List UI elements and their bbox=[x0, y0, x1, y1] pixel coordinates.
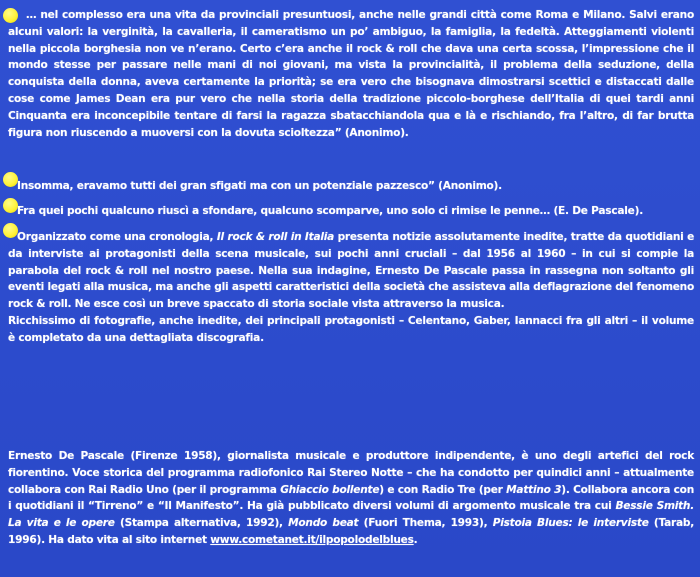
program-title-1: Ghiaccio bollente bbox=[280, 483, 380, 496]
author-bio bbox=[8, 448, 694, 549]
bio-text-7: . bbox=[413, 533, 418, 546]
description-body: presenta notizie assolutamente inedite, tratte da quotidiani e da interviste ai protagonisti della scena musicale, sui pochi anni cruciali – dal 1956 al 1960 – in cui si compie la parabola del rock & roll nel nostro paese. Nella sua indagine, Ernesto De Pascale passa in rassegna non soltanto gli eventi legati alla musica, ma anche gli aspetti caratteristici della società che assisteva alla deflagrazione del fenomeno rock & roll. Ne esce così un breve spaccato di storia sociale vista attraverso la musica. bbox=[8, 231, 695, 311]
book-title-bessie: Bessie Smith. La vita e le opere bbox=[8, 500, 694, 530]
book-title: Il rock & roll in Italia bbox=[216, 231, 335, 243]
program-title-2: Mattino 3 bbox=[506, 483, 562, 496]
bio-text-2: ) e con Radio Tre (per bbox=[379, 483, 507, 496]
website-link[interactable]: www.cometanet.it/ilpopolodelblues bbox=[210, 533, 414, 546]
bio-text-1: Ernesto De Pascale (Firenze 1958), giornalista musicale e produttore indipendente, è uno degli artefici del rock fiorentino. Voce storica del programma radiofonico Rai Stereo Notte – che ha condotto per quindici anni – attualmente collabora con Rai Radio Uno (per il programma bbox=[8, 450, 694, 496]
quote-paragraph-2: Insomma, eravamo tutti dei gran sfigati ma con un potenziale pazzesco” (Anonimo). bbox=[17, 180, 502, 192]
quote-paragraph-3: Fra quei pochi qualcuno riuscì a sfondare, qualcuno scomparve, uno solo ci rimise le penne… (E. De Pascale). bbox=[17, 205, 643, 217]
book-title-pistoia: Pistoia Blues: le interviste bbox=[492, 517, 649, 530]
photos-paragraph: Ricchissimo di fotografie, anche inedite, dei principali protagonisti – Celentano, Gaber, Iannacci fra gli altri – il volume è completato da una dettagliata discografia. bbox=[8, 314, 694, 344]
description-paragraph bbox=[8, 229, 694, 313]
bio-text-4: (Stampa alternativa, 1992), bbox=[114, 517, 289, 530]
description-intro: Organizzato come una cronologia, bbox=[17, 231, 217, 243]
bio-text-3: ). Collabora ancora con i quotidiani il “Tirreno” e “Il Manifesto”. Ha già pubblicato diversi volumi di argomento musicale tra cui bbox=[8, 483, 694, 513]
book-description bbox=[8, 229, 694, 347]
quote-paragraph-1: … nel complesso era una vita da provinciali presuntuosi, anche nelle grandi città come Roma e Milano. Salvi erano alcuni valori: la verginità, la cavalleria, il cameratismo un po’ ambiguo, la famiglia, la fedeltà. Atteggiamenti violenti nella piccola borghesia non ve n’erano. Certo c’era anche il rock & roll che dava una certa scossa, l’impressione che il mondo stesse per passare nelle mani di noi giovani, ma vista la provincialità, il problema della seduzione, della conquista della donna, aveva certamente la priorità; se era vero che bisognava dimostrarsi scettici e distaccati dalle cose come James Dean era pur vero che nella storia della tradizione piccolo-borghese dell’Italia di quei tardi anni Cinquanta era inconcepibile tentare di farsi la ragazza sbatacchiandola qua e là e rischiando, fra l’altro, di far brutta figura non riuscendo a muoversi con la dovuta scioltezza” (Anonimo). bbox=[8, 9, 694, 139]
book-title-mondo-beat: Mondo beat bbox=[288, 517, 359, 530]
bio-text-6: (Tarab, 1996). Ha dato vita al sito internet bbox=[8, 517, 694, 546]
bio-text-5: (Fuori Thema, 1993), bbox=[358, 517, 493, 530]
